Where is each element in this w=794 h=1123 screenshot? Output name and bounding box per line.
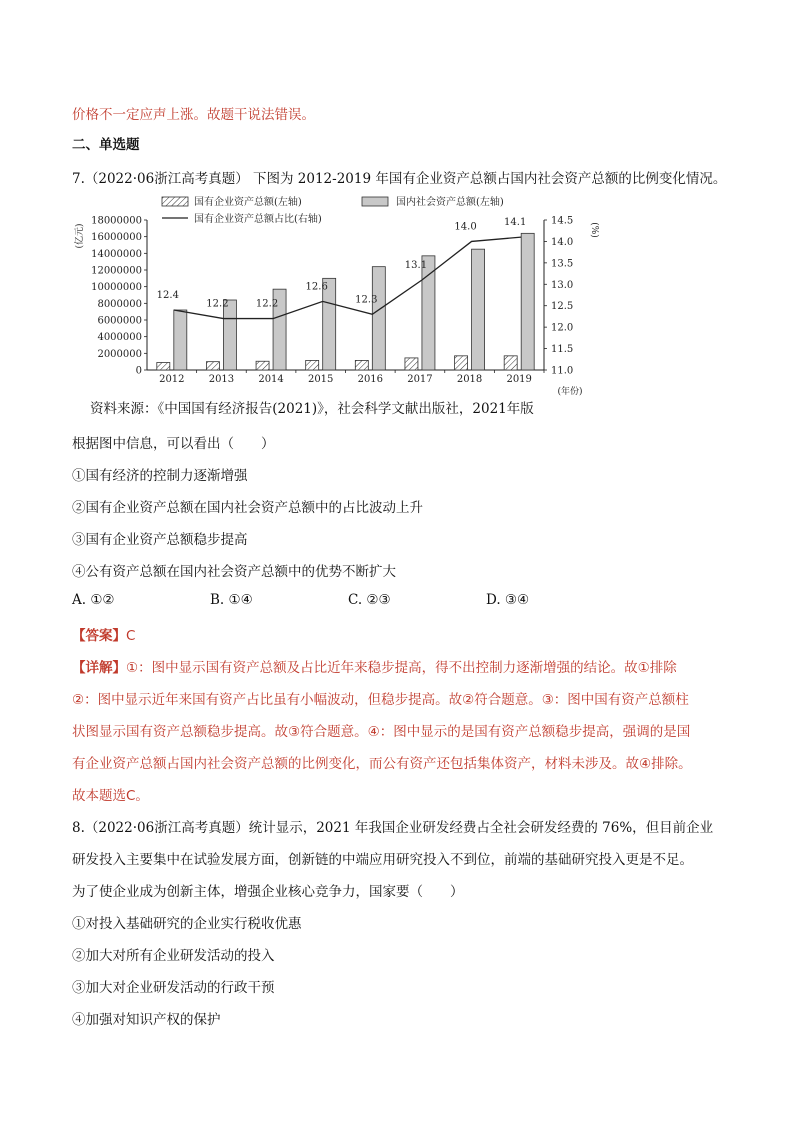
right-tick-label: 13.0 bbox=[551, 279, 574, 291]
ratio-data-label: 13.1 bbox=[404, 260, 428, 271]
q8-item-1: ①对投入基础研究的企业实行税收优惠 bbox=[72, 916, 302, 932]
right-tick-label: 12.5 bbox=[551, 301, 574, 313]
x-tick-label: 2016 bbox=[357, 374, 384, 385]
legend-swatch-state-assets bbox=[162, 197, 188, 206]
q7-item-1: ①国有经济的控制力逐渐增强 bbox=[72, 468, 248, 484]
bar-social-assets-2013 bbox=[223, 300, 236, 370]
section-heading: 二、单选题 bbox=[72, 137, 140, 153]
ratio-data-label: 12.2 bbox=[255, 298, 279, 310]
left-tick-label: 8000000 bbox=[97, 298, 142, 310]
bar-state-assets-2015 bbox=[306, 360, 319, 370]
left-tick-label: 4000000 bbox=[97, 332, 142, 344]
bar-social-assets-2018 bbox=[472, 249, 485, 370]
bar-social-assets-2012 bbox=[174, 310, 187, 370]
bar-state-assets-2014 bbox=[256, 361, 269, 370]
ratio-data-label: 12.4 bbox=[156, 290, 179, 301]
q8-stem-line-2: 研发投入主要集中在试验发展方面，创新链的中端应用研究投入不到位，前端的基础研究投入更是不足。 bbox=[72, 852, 693, 868]
left-tick-label: 16000000 bbox=[91, 232, 142, 244]
ratio-data-label: 14.0 bbox=[454, 221, 477, 233]
x-tick-label: 2013 bbox=[208, 374, 235, 385]
x-tick-label: 2019 bbox=[506, 374, 532, 385]
left-tick-label: 12000000 bbox=[91, 265, 142, 277]
bar-social-assets-2016 bbox=[372, 267, 385, 370]
ratio-data-label: 12.3 bbox=[355, 294, 378, 306]
bar-state-assets-2016 bbox=[355, 360, 368, 370]
left-tick-label: 18000000 bbox=[91, 215, 142, 227]
detail-line-4: 有企业资产总额占国内社会资产总额的比例变化，而公有资产还包括集体资产，材料未涉及。故④排除。 bbox=[72, 756, 692, 772]
q8-stem-line-1: 8.（2022·06浙江高考真题）统计显示，2021 年我国企业研发经费占全社会研发经费的 76%，但目前企业 bbox=[72, 820, 714, 836]
ratio-data-label: 14.1 bbox=[504, 217, 527, 229]
q8-stem-line-3: 为了使企业成为创新主体，增强企业核心竞争力，国家要（ ） bbox=[72, 884, 464, 900]
right-tick-label: 14.5 bbox=[551, 215, 574, 227]
q7-chart bbox=[72, 192, 632, 398]
legend-label-social-assets: 国内社会资产总额(左轴) bbox=[396, 197, 504, 208]
q8-item-2: ②加大对所有企业研发活动的投入 bbox=[72, 948, 275, 964]
left-axis-unit: (亿元) bbox=[75, 223, 85, 249]
q8-item-4: ④加强对知识产权的保护 bbox=[72, 1012, 221, 1028]
right-tick-label: 12.0 bbox=[551, 322, 574, 334]
option-d: D. ③④ bbox=[486, 592, 530, 608]
left-tick-label: 10000000 bbox=[91, 282, 142, 294]
legend-label-state-assets: 国有企业资产总额(左轴) bbox=[194, 197, 302, 208]
left-tick-label: 0 bbox=[135, 365, 142, 377]
bar-state-assets-2018 bbox=[455, 356, 468, 370]
detail-line-1 bbox=[72, 656, 677, 676]
question-7-stem: 7.（2022·06浙江高考真题） 下图为 2012-2019 年国有企业资产总额占国内社会资产总额的比例变化情况。 bbox=[72, 171, 727, 187]
legend-label-ratio: 国有企业资产总额占比(右轴) bbox=[194, 214, 322, 225]
x-tick-label: 2018 bbox=[456, 374, 483, 385]
q7-item-2: ②国有企业资产总额在国内社会资产总额中的占比波动上升 bbox=[72, 500, 423, 516]
previous-answer-tail: 价格不一定应声上涨。故题干说法错误。 bbox=[72, 107, 315, 123]
q8-item-3: ③加大对企业研发活动的行政干预 bbox=[72, 980, 275, 996]
bar-state-assets-2012 bbox=[157, 363, 170, 371]
x-axis-unit: (年份) bbox=[557, 387, 583, 397]
legend-swatch-social-assets bbox=[362, 197, 388, 206]
x-tick-label: 2015 bbox=[307, 374, 334, 385]
right-tick-label: 13.5 bbox=[551, 258, 574, 270]
bar-social-assets-2019 bbox=[521, 233, 534, 370]
x-tick-label: 2014 bbox=[258, 374, 284, 385]
answer-value: C bbox=[126, 628, 136, 644]
detail-line-2: ②：图中显示近年来国有资产占比虽有小幅波动，但稳步提高。故②符合题意。③：图中国有资产总额柱 bbox=[72, 692, 689, 708]
ratio-data-label: 12.6 bbox=[305, 281, 328, 293]
right-tick-label: 11.0 bbox=[551, 365, 574, 377]
detail-line-5: 故本题选C。 bbox=[72, 788, 149, 804]
bar-state-assets-2013 bbox=[206, 362, 219, 370]
option-a: A. ①② bbox=[72, 592, 115, 608]
right-tick-label: 14.0 bbox=[551, 236, 574, 248]
left-tick-label: 6000000 bbox=[97, 315, 142, 327]
q7-options bbox=[72, 592, 624, 608]
question-7-prompt: 根据图中信息，可以看出（ ） bbox=[72, 436, 275, 452]
option-b: B. ①④ bbox=[210, 592, 253, 608]
q7-item-4: ④公有资产总额在国内社会资产总额中的优势不断扩大 bbox=[72, 564, 396, 580]
ratio-data-label: 12.2 bbox=[206, 298, 229, 310]
x-tick-label: 2012 bbox=[159, 374, 185, 385]
answer-line bbox=[72, 624, 135, 644]
bar-state-assets-2019 bbox=[504, 356, 517, 370]
detail-line-3: 状图显示国有资产总额稳步提高。故③符合题意。④：图中显示的是国有资产总额稳步提高，强调的是国 bbox=[72, 724, 691, 740]
left-tick-label: 14000000 bbox=[91, 248, 142, 260]
answer-label: 【答案】 bbox=[72, 628, 126, 644]
chart-source: 资料来源：《中国国有经济报告(2021)》，社会科学文献出版社，2021年版 bbox=[90, 401, 534, 417]
detail-text-1: ①：图中显示国有资产总额及占比近年来稳步提高，得不出控制力逐渐增强的结论。故①排除 bbox=[126, 660, 677, 676]
bar-social-assets-2017 bbox=[422, 256, 435, 370]
right-axis-unit: (%) bbox=[589, 222, 599, 238]
q7-item-3: ③国有企业资产总额稳步提高 bbox=[72, 532, 248, 548]
left-tick-label: 2000000 bbox=[97, 348, 142, 360]
bar-state-assets-2017 bbox=[405, 358, 418, 370]
option-c: C. ②③ bbox=[348, 592, 391, 608]
right-tick-label: 11.5 bbox=[551, 344, 574, 356]
x-tick-label: 2017 bbox=[407, 374, 433, 385]
detail-label: 【详解】 bbox=[72, 660, 126, 676]
